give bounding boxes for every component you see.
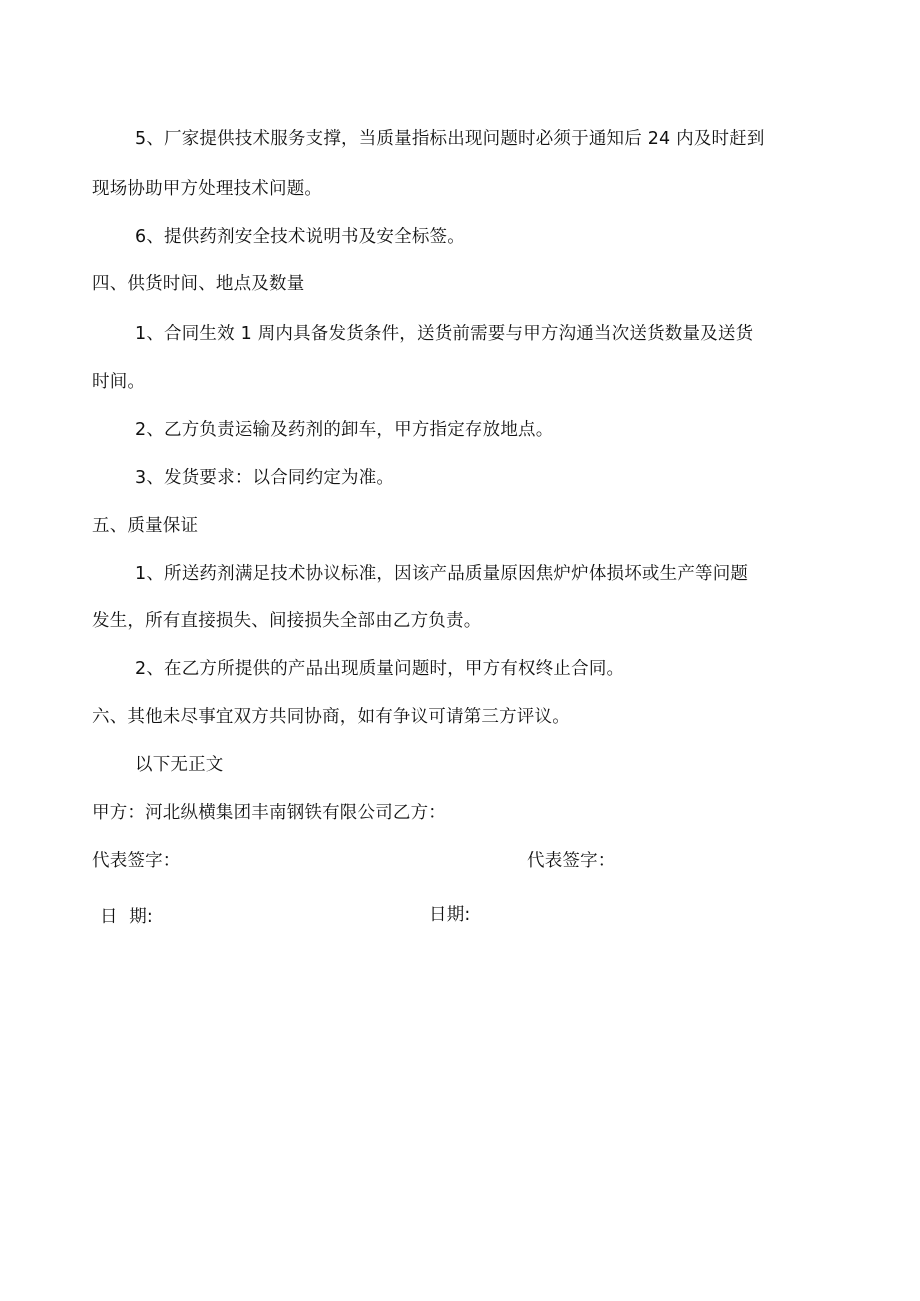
- section-5-item-2: 2、在乙方所提供的产品出现质量问题时，甲方有权终止合同。: [135, 659, 625, 679]
- rep-signature-right: 代表签字：: [527, 851, 616, 871]
- section-4-item-1-line-1: 1、合同生效 1 周内具备发货条件，送货前需要与甲方沟通当次送货数量及送货: [135, 324, 754, 344]
- section-6-heading: 六、其他未尽事宜双方共同协商，如有争议可请第三方评议。: [92, 707, 570, 727]
- section-4-item-2: 2、乙方负责运输及药剂的卸车，甲方指定存放地点。: [135, 420, 554, 440]
- section-4-item-1-line-2: 时间。: [92, 372, 146, 392]
- clause-6: 6、提供药剂安全技术说明书及安全标签。: [135, 227, 465, 247]
- section-4-heading: 四、供货时间、地点及数量: [92, 274, 305, 294]
- rep-signature-left: 代表签字：: [92, 851, 181, 871]
- end-of-text-note: 以下无正文: [135, 755, 224, 775]
- clause-5-line-1: 5、厂家提供技术服务支撑，当质量指标出现问题时必须于通知后 24 内及时赶到: [135, 129, 765, 149]
- date-right: 日期:: [429, 905, 471, 925]
- clause-5-line-2: 现场协助甲方处理技术问题。: [92, 179, 323, 199]
- section-4-item-3: 3、发货要求：以合同约定为准。: [135, 468, 395, 488]
- section-5-heading: 五、质量保证: [92, 516, 199, 536]
- section-5-item-1-line-2: 发生，所有直接损失、间接损失全部由乙方负责。: [92, 611, 482, 631]
- party-a-line: 甲方：河北纵横集团丰南钢铁有限公司乙方：: [92, 803, 446, 823]
- date-left: 日 期:: [100, 907, 154, 927]
- section-5-item-1-line-1: 1、所送药剂满足技术协议标准，因该产品质量原因焦炉炉体损坏或生产等问题: [135, 564, 749, 584]
